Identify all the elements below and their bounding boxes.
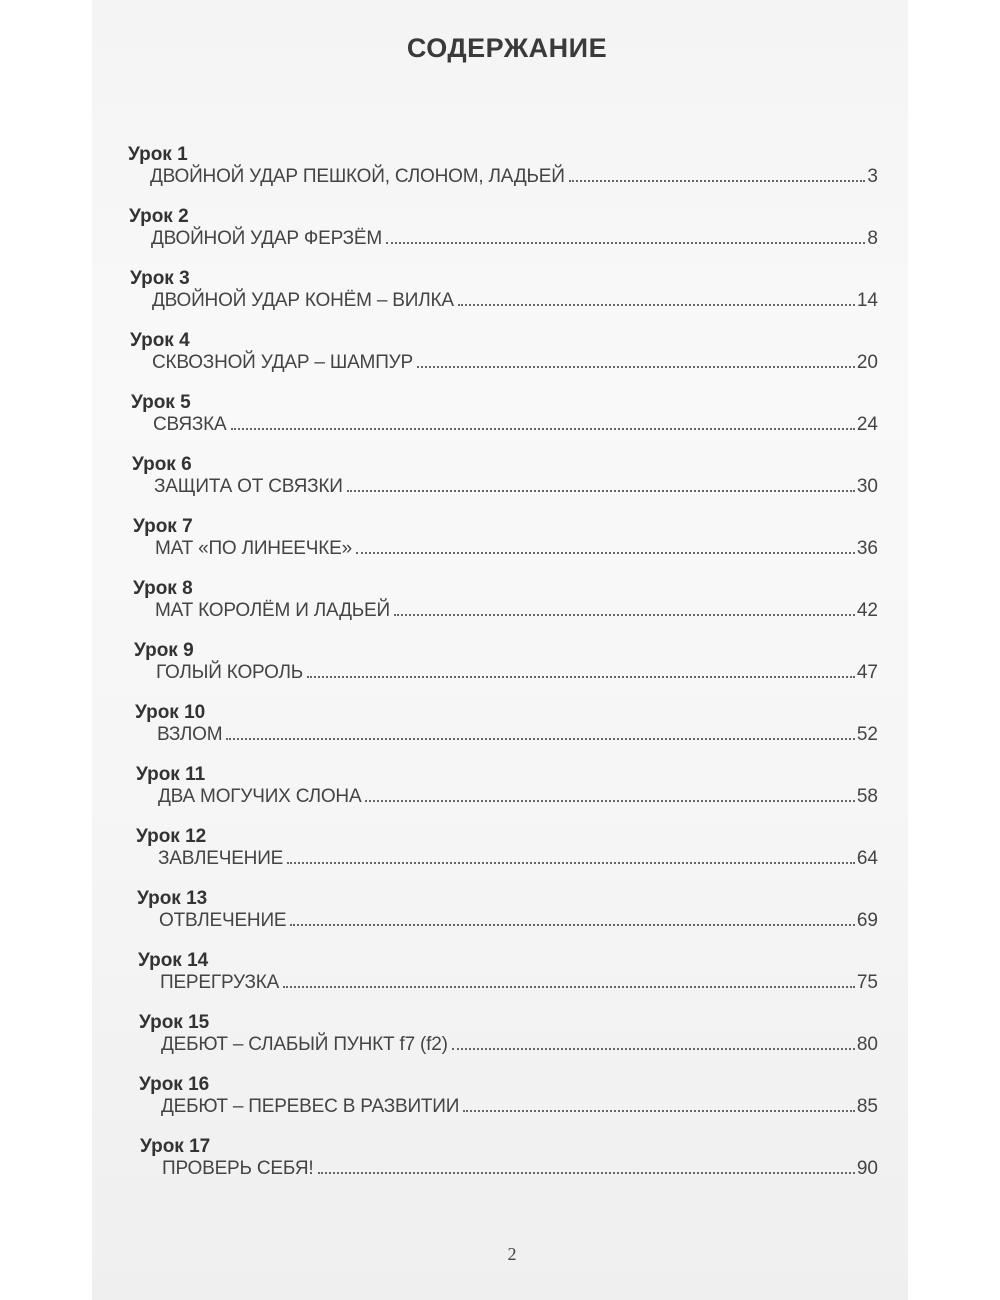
lesson-page: 8 [867, 228, 878, 249]
lesson-page: 42 [856, 600, 878, 621]
dot-leader [365, 800, 854, 802]
lesson-page: 58 [856, 786, 878, 807]
toc-line [161, 1034, 878, 1056]
toc-line [156, 662, 878, 684]
dot-leader [226, 738, 854, 740]
dot-leader [231, 428, 855, 430]
lesson-label: Урок 4 [130, 330, 190, 351]
table-of-contents [92, 142, 908, 1196]
dot-leader [569, 180, 866, 182]
toc-line [159, 910, 878, 932]
lesson-page: 64 [856, 848, 878, 869]
dot-leader [287, 862, 855, 864]
toc-line [158, 848, 878, 870]
lesson-title: СКВОЗНОЙ УДАР – ШАМПУР [152, 352, 413, 373]
toc-entry [92, 576, 908, 638]
lesson-label: Урок 11 [136, 764, 206, 785]
book-page [92, 0, 908, 1300]
toc-entry [92, 948, 908, 1010]
lesson-page: 90 [856, 1158, 878, 1179]
page-number: 2 [507, 1244, 517, 1264]
toc-line [151, 228, 878, 250]
lesson-label: Урок 15 [139, 1012, 210, 1033]
lesson-page: 75 [856, 972, 878, 993]
dot-leader [463, 1110, 855, 1112]
lesson-page: 52 [856, 724, 878, 745]
toc-entry [92, 1134, 908, 1196]
lesson-title: ЗАВЛЕЧЕНИЕ [158, 848, 284, 869]
lesson-label: Урок 6 [132, 454, 192, 475]
lesson-label: Урок 14 [138, 950, 209, 971]
lesson-title: ДЕБЮТ – СЛАБЫЙ ПУНКТ f7 (f2) [161, 1034, 448, 1055]
lesson-title: ПЕРЕГРУЗКА [160, 972, 280, 993]
dot-leader [417, 366, 855, 368]
toc-line [155, 538, 878, 560]
lesson-page: 80 [856, 1034, 878, 1055]
lesson-title: СВЯЗКА [153, 414, 227, 435]
lesson-label: Урок 13 [137, 888, 208, 909]
toc-entry [92, 762, 908, 824]
lesson-title: ОТВЛЕЧЕНИЕ [159, 910, 287, 931]
dot-leader [307, 676, 855, 678]
lesson-label: Урок 17 [140, 1136, 211, 1157]
toc-line [150, 166, 878, 188]
lesson-label: Урок 9 [134, 640, 194, 661]
lesson-page: 36 [856, 538, 878, 559]
lesson-label: Урок 5 [131, 392, 191, 413]
lesson-label: Урок 12 [136, 826, 207, 847]
toc-line [155, 600, 878, 622]
toc-line [161, 1096, 878, 1118]
toc-line [160, 972, 878, 994]
lesson-title: ДВА МОГУЧИХ СЛОНА [158, 786, 362, 807]
lesson-page: 30 [856, 476, 878, 497]
lesson-title: ДВОЙНОЙ УДАР ПЕШКОЙ, СЛОНОМ, ЛАДЬЕЙ [150, 166, 565, 187]
toc-line [154, 476, 878, 498]
lesson-title: МАТ КОРОЛЁМ И ЛАДЬЕЙ [155, 600, 390, 621]
lesson-page: 14 [856, 290, 878, 311]
lesson-page: 24 [856, 414, 878, 435]
toc-entry [92, 452, 908, 514]
toc-line [152, 290, 878, 312]
dot-leader [386, 242, 865, 244]
lesson-title: ПРОВЕРЬ СЕБЯ! [162, 1158, 314, 1179]
lesson-title: ВЗЛОМ [157, 724, 223, 745]
toc-entry [92, 824, 908, 886]
lesson-page: 20 [856, 352, 878, 373]
lesson-label: Урок 7 [133, 516, 193, 537]
toc-entry [92, 1010, 908, 1072]
toc-entry [92, 266, 908, 328]
lesson-page: 85 [856, 1096, 878, 1117]
toc-line [152, 352, 878, 374]
dot-leader [347, 490, 855, 492]
toc-entry [92, 204, 908, 266]
lesson-label: Урок 10 [135, 702, 206, 723]
toc-entry [92, 700, 908, 762]
toc-line [153, 414, 878, 436]
lesson-page: 69 [856, 910, 878, 931]
toc-entry [92, 328, 908, 390]
toc-entry [92, 390, 908, 452]
lesson-title: ГОЛЫЙ КОРОЛЬ [156, 662, 304, 683]
lesson-label: Урок 16 [139, 1074, 210, 1095]
lesson-title: МАТ «ПО ЛИНЕЕЧКЕ» [155, 538, 352, 559]
lesson-title: ДВОЙНОЙ УДАР КОНЁМ – ВИЛКА [152, 290, 454, 311]
dot-leader [283, 986, 855, 988]
lesson-label: Урок 1 [128, 144, 188, 165]
lesson-title: ДЕБЮТ – ПЕРЕВЕС В РАЗВИТИИ [161, 1096, 460, 1117]
page-title: СОДЕРЖАНИЕ [406, 33, 608, 63]
dot-leader [452, 1048, 855, 1050]
toc-entry [92, 142, 908, 204]
toc-entry [92, 1072, 908, 1134]
lesson-page: 3 [867, 166, 878, 187]
toc-line [162, 1158, 878, 1180]
dot-leader [394, 614, 855, 616]
dot-leader [290, 924, 854, 926]
lesson-title: ЗАЩИТА ОТ СВЯЗКИ [154, 476, 343, 497]
lesson-title: ДВОЙНОЙ УДАР ФЕРЗЁМ [151, 228, 383, 249]
lesson-label: Урок 3 [130, 268, 190, 289]
toc-entry [92, 886, 908, 948]
lesson-label: Урок 2 [129, 206, 189, 227]
lesson-label: Урок 8 [133, 578, 193, 599]
toc-line [157, 724, 878, 746]
dot-leader [318, 1172, 855, 1174]
toc-entry [92, 638, 908, 700]
dot-leader [458, 304, 855, 306]
dot-leader [356, 552, 855, 554]
toc-entry [92, 514, 908, 576]
lesson-page: 47 [856, 662, 878, 683]
toc-line [158, 786, 878, 808]
